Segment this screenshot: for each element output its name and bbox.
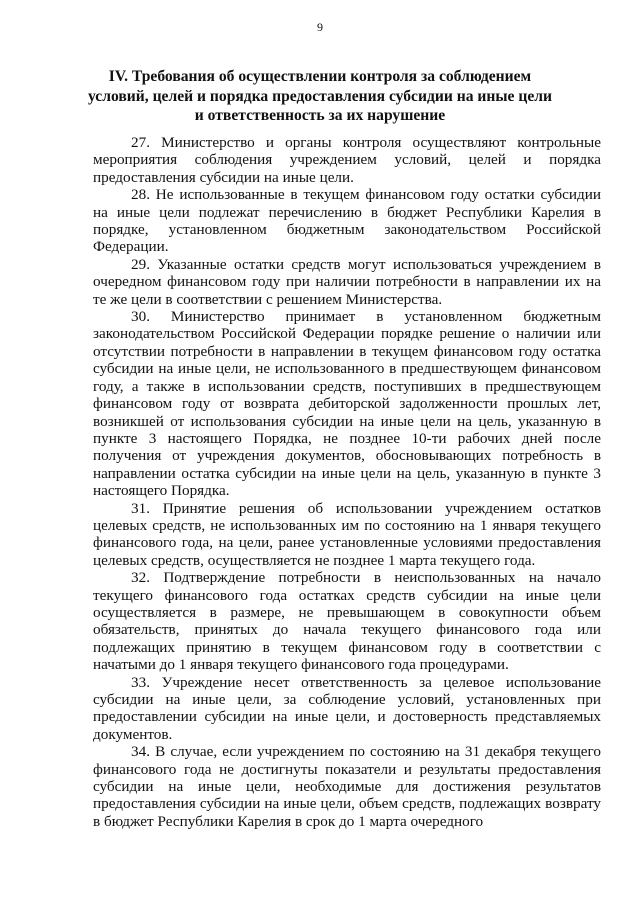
section-heading-line-3: и ответственность за их нарушение [194, 107, 446, 124]
section-heading-line-2: условий, целей и порядка предоставления субсидии на иные цели [87, 87, 552, 105]
page-number: 9 [317, 20, 323, 34]
section-heading-line-1: IV. Требования об осуществлении контроля за соблюдением [108, 68, 532, 85]
paragraph-34: 34. В случае, если учреждением по состоянию на 31 декабря текущего финансового года не достигнуты показатели и результаты предоставления субсидии на иные цели, необходимые для достижения результатов предоставления субсидии на иные цели, объем средств, подлежащих возврату в бюджет Республики Карелия в срок до 1 марта очередного [93, 743, 601, 830]
paragraph-30: 30. Министерство принимает в установленном бюджетным законодательством Российской Федерации порядке решение о наличии или отсутствии потребности в направлении в текущем финансовом году остатка субсидии на иные цели, не использованного в предшествующем финансовом году, а также в использовании средств, поступивших в предшествующем финансовом году от возврата дебиторской задолженности прошлых лет, возникшей от использования субсидии на иные цели на цель, указанную в пункте 3 настоящего Порядка, не позднее 10-ти рабочих дней после получения от учреждения документов, обосновывающих потребность в направлении остатка субсидии на иные цели на цель, указанную в пункте 3 настоящего Порядка. [93, 308, 601, 500]
paragraph-33: 33. Учреждение несет ответственность за целевое использование субсидии на иные цели, за соблюдение условий, установленных при предоставлении субсидии на иные цели, и достоверность представляемых документов. [93, 673, 601, 743]
paragraph-28: 28. Не использованные в текущем финансовом году остатки субсидии на иные цели подлежат перечислению в бюджет Республики Карелия в порядке, установленном бюджетным законодательством Российской Федерации. [93, 186, 601, 256]
paragraph-32: 32. Подтверждение потребности в неиспользованных на начало текущего финансового года остатках средств субсидии на иные цели осуществляется в размере, не превышающем в совокупности объем обязательств, принятых до начала текущего финансового года или подлежащих принятию в текущем финансовом году в соответствии с начатыми до 1 января текущего финансового года процедурами. [93, 569, 601, 674]
paragraph-29: 29. Указанные остатки средств могут использоваться учреждением в очередном финансовом году при наличии потребности в направлении их на те же цели в соответствии с решением Министерства. [93, 255, 601, 308]
document-body [93, 134, 601, 830]
paragraph-31: 31. Принятие решения об использовании учреждением остатков целевых средств, не использованных им по состоянию на 1 января текущего финансового года, на цели, ранее установленные условиями предоставления целевых средств, осуществляется не позднее 1 марта текущего года. [93, 499, 601, 569]
section-heading [70, 67, 570, 126]
paragraph-27: 27. Министерство и органы контроля осуществляют контрольные мероприятия соблюдения учреждением условий, целей и порядка предоставления субсидии на иные цели. [93, 134, 601, 186]
